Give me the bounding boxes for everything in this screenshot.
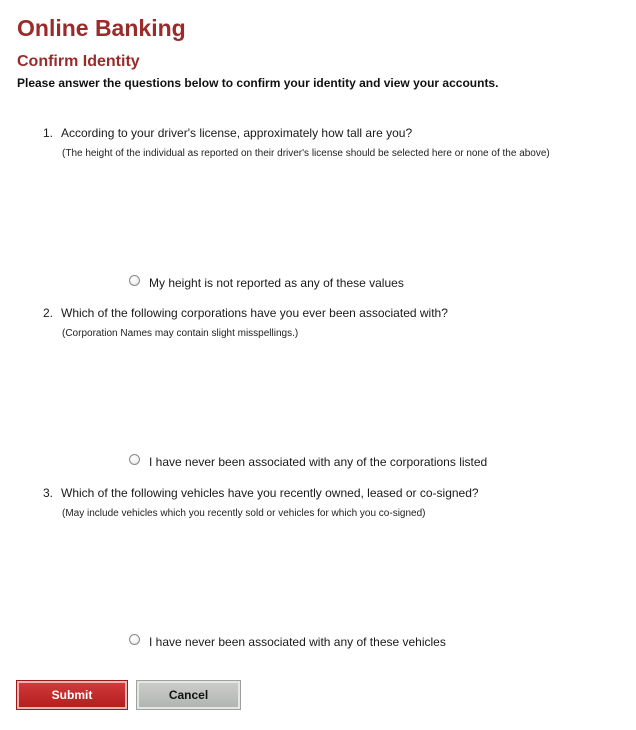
option-label: I have never been associated with any of the corporations listed: [149, 455, 488, 469]
question-text: Which of the following corporations have you ever been associated with?: [61, 306, 448, 320]
question-2: [43, 306, 448, 339]
option-label: I have never been associated with any of these vehicles: [149, 635, 446, 649]
question-text: According to your driver's license, approximately how tall are you?: [61, 126, 413, 140]
app-title: Online Banking: [17, 15, 186, 41]
height-not-reported-option[interactable]: [129, 276, 404, 290]
question-1: [43, 126, 550, 159]
question-number: 3.: [43, 486, 54, 500]
no-corporation-option[interactable]: [129, 455, 487, 469]
question-text: Which of the following vehicles have you recently owned, leased or co-signed?: [61, 486, 479, 500]
cancel-button[interactable]: Cancel: [137, 681, 240, 709]
question-hint: (May include vehicles which you recently sold or vehicles for which you co-signed): [62, 508, 426, 519]
submit-button[interactable]: Submit: [17, 681, 127, 709]
question-3: [43, 486, 479, 519]
radio-button[interactable]: [129, 634, 140, 645]
option-label: My height is not reported as any of these values: [149, 276, 404, 290]
radio-button[interactable]: [129, 454, 140, 465]
no-vehicle-option[interactable]: [129, 635, 446, 649]
question-hint: (The height of the individual as reported on their driver's license should be selected here or none of the above): [62, 148, 550, 159]
radio-button[interactable]: [129, 275, 140, 286]
question-hint: (Corporation Names may contain slight misspellings.): [62, 328, 299, 339]
question-number: 1.: [43, 126, 54, 140]
question-number: 2.: [43, 306, 54, 320]
instructions-text: Please answer the questions below to confirm your identity and view your accounts.: [17, 76, 499, 90]
section-title: Confirm Identity: [17, 53, 140, 70]
